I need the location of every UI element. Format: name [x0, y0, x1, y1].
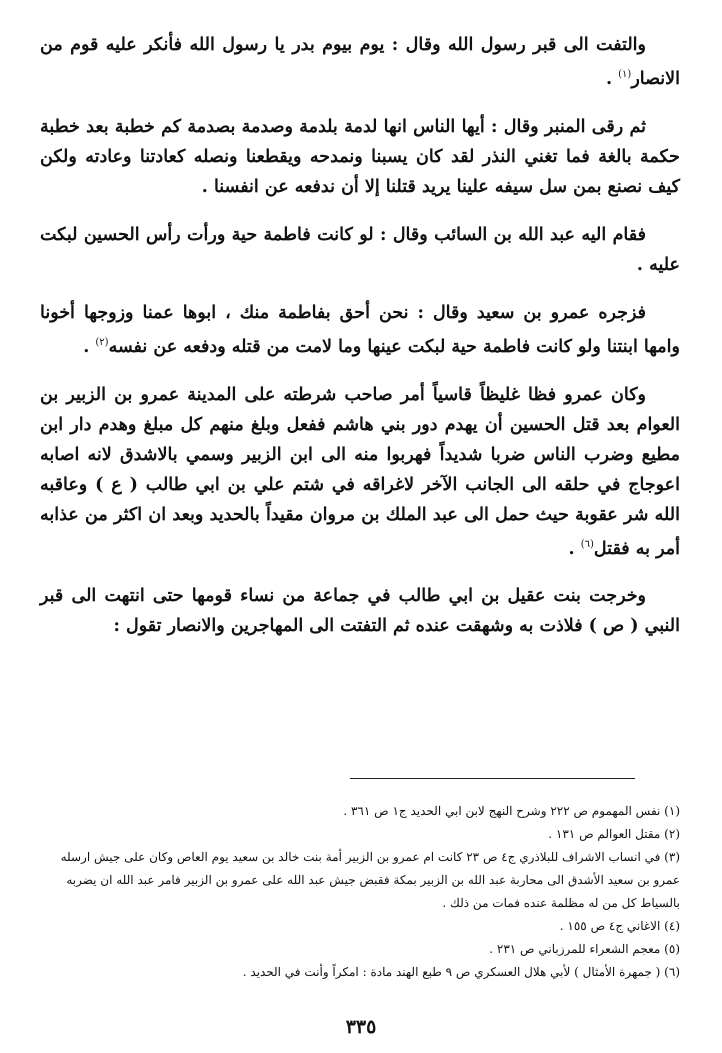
footnotes: [40, 800, 680, 984]
footnote-3: (٣) في انساب الاشراف للبلاذري ج٤ ص ٢٣ كانت ام عمرو بن الزبير أمة بنت خالد بن سعيد يوم العاص وكان على جيش ارسله عمرو بن سعيد الأشدق الى محاربة عبد الله بن الزبير بمكة فقبض جيش عبد الله على عمرو بن الزبير فامر عبد الله ان يضربه بالسياط كل من له مظلمة عنده فمات من ذلك .: [60, 850, 680, 910]
paragraph-1-text: والتفت الى قبر رسول الله وقال : يوم بيوم بدر يا رسول الله فأنكر عليه قوم من الانصار: [40, 35, 680, 89]
paragraph-3: فقام اليه عبد الله بن السائب وقال : لو كانت فاطمة حية ورأت رأس الحسين لبكت عليه .: [40, 224, 680, 275]
footnote-ref-1: (١): [618, 69, 632, 80]
paragraph-4: فزجره عمرو بن سعيد وقال : نحن أحق بفاطمة منك ، ابوها عمنا وزوجها أخونا وامها ابنتنا ولو كانت فاطمة حية لبكت عينها وما لامت من قتله ودفعه عن نفسه$^{(٢)}$ .: [40, 302, 680, 357]
paragraph-5: وكان عمرو فظا غليظاً قاسياً أمر صاحب شرطته على المدينة عمرو بن الزبير بن العوام بعد قتل الحسين أن يهدم دور بني هاشم ففعل وبلغ منهم كل مبلغ وهدم دار ابن مطيع وضرب الناس ضربا شديداً فهربوا منه الى ابن الزبير وسمي بالاشدق لانه اصابه اعوجاج في حلقه الى الجانب الآخر لاغراقه في شتم علي بن ابي طالب ( ع ) وعاقبه الله شر عقوبة حيث حمل الى عبد الملك بن مروان مقيداً بالحديد وبعد ان اكثر من عذابه أمر به فقتل$^{(٦)}$ .: [40, 384, 680, 559]
footnote-4: (٤) الاغاني ج٤ ص ١٥٥ .: [559, 919, 680, 933]
paragraph-4-text: فزجره عمرو بن سعيد وقال : نحن أحق بفاطمة منك ، ابوها عمنا وزوجها أخونا وامها ابنتنا ولو كانت فاطمة حية لبكت عينها وما لامت من قتله ودفعه عن نفسه: [40, 302, 680, 357]
footnote-divider: [350, 778, 635, 779]
page-number: ٣٣٥: [345, 1016, 377, 1038]
footnote-6: (٦) ( جمهرة الأمثال ) لأبي هلال العسكري ص ٩ طبع الهند مادة : امكراً وأنت في الحديد .: [242, 965, 680, 979]
footnote-ref-2: (٢): [95, 336, 109, 348]
footnote-ref-6: (٦): [580, 538, 594, 550]
footnote-1: (١) نفس المهموم ص ٢٢٢ وشرح النهج لابن ابي الحديد ج١ ص ٣٦١ .: [343, 804, 680, 818]
footnote-5: (٥) معجم الشعراء للمرزباني ص ٢٣١ .: [489, 942, 680, 956]
paragraph-5-text: وكان عمرو فظا غليظاً قاسياً أمر صاحب شرطته على المدينة عمرو بن الزبير بن العوام بعد قتل الحسين أن يهدم دور بني هاشم ففعل وبلغ منهم كل مبلغ وهدم دار ابن مطيع وضرب الناس ضربا شديداً فهربوا منه الى ابن الزبير وسمي بالاشدق لانه اصابه اعوجاج في حلقه الى الجانب الآخر لاغراقه في شتم علي بن ابي طالب ( ع ) وعاقبه الله شر عقوبة حيث حمل الى عبد الملك بن مروان مقيداً بالحديد وبعد ان اكثر من عذابه أمر به فقتل: [40, 384, 680, 559]
main-text: [40, 30, 680, 659]
paragraph-2: ثم رقى المنبر وقال : أيها الناس انها لدمة بلدمة وصدمة بصدمة كم خطبة بعد خطبة حكمة بالغة فما تغني النذر لقد كان يسبنا ونمدحه ويقطعنا ونصله كعادتنا وعادته ولكن كيف نصنع بمن سل سيفه علينا يريد قتلنا إلا أن ندفعه عن انفسنا .: [40, 116, 680, 197]
paragraph-1: والتفت الى قبر رسول الله وقال : يوم بيوم بدر يا رسول الله فأنكر عليه قوم من الانصار$^{(١)}$ .: [40, 35, 680, 89]
footnote-2: (٢) مقتل العوالم ص ١٣١ .: [548, 827, 680, 841]
paragraph-6: وخرجت بنت عقيل بن ابي طالب في جماعة من نساء قومها حتى انتهت الى قبر النبي ( ص ) فلاذت به وشهقت عنده ثم التفتت الى المهاجرين والانصار تقول :: [40, 586, 680, 637]
